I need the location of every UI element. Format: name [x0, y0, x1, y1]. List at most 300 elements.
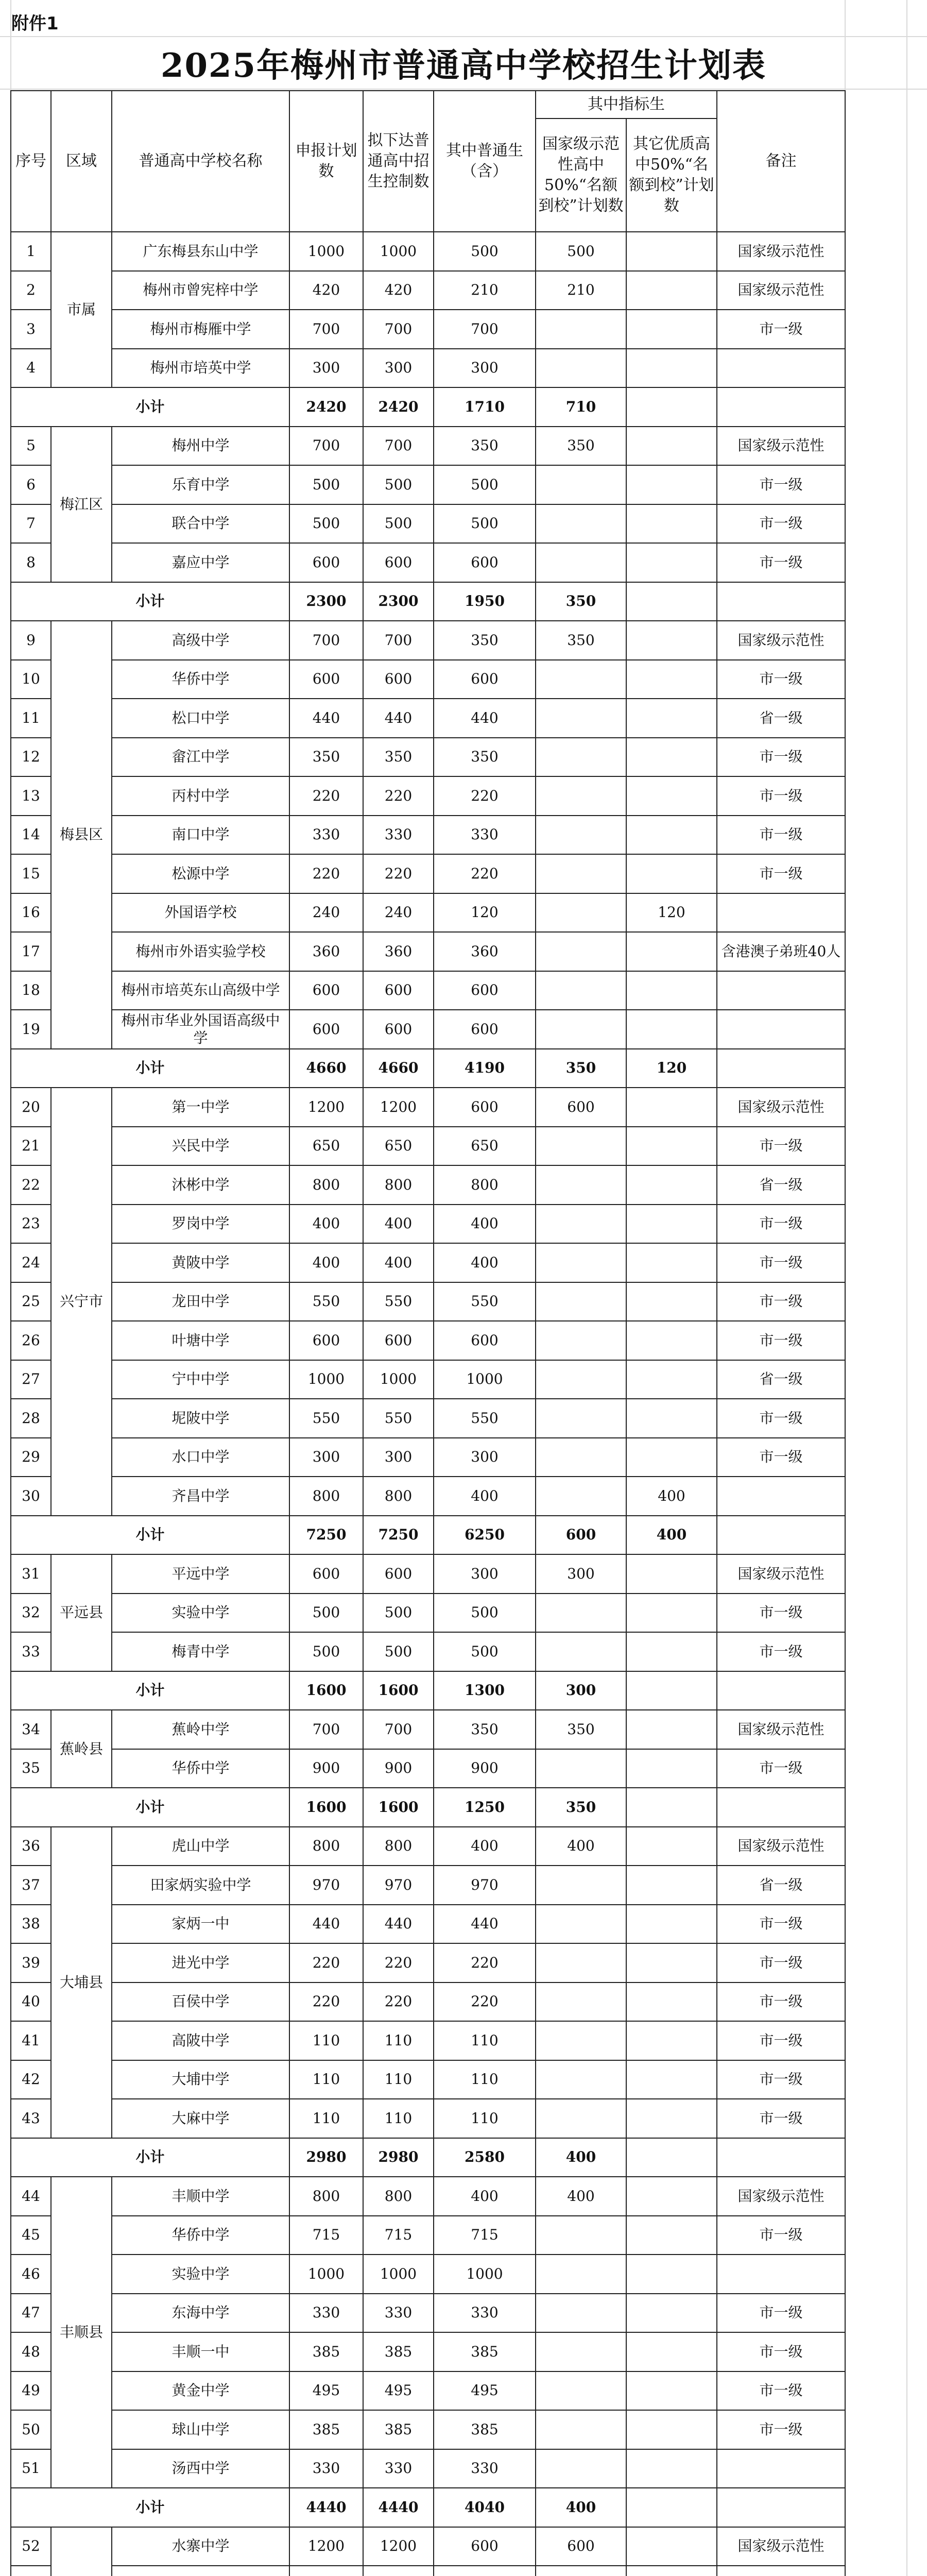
cell-other	[626, 2060, 717, 2099]
table-row	[11, 543, 845, 582]
cell-note	[717, 893, 845, 933]
cell-other	[626, 971, 717, 1010]
table-row	[11, 971, 845, 1010]
cell-school: 松源中学	[112, 854, 289, 893]
cell-control: 600	[363, 971, 434, 1010]
cell-seq: 9	[11, 621, 51, 660]
cell-control: 330	[363, 816, 434, 855]
cell-note: 市一级	[717, 854, 845, 893]
cell-national	[536, 1399, 626, 1438]
cell-school: 实验中学	[112, 1594, 289, 1633]
cell-control: 800	[363, 2177, 434, 2216]
cell-general: 600	[434, 2527, 536, 2566]
cell-note: 市一级	[717, 1399, 845, 1438]
cell-plan: 400	[289, 1205, 363, 1244]
cell-control: 550	[363, 1399, 434, 1438]
cell-general: 440	[434, 699, 536, 738]
cell-seq: 18	[11, 971, 51, 1010]
attachment-label: 附件1	[11, 13, 59, 34]
cell-school: 丙村中学	[112, 776, 289, 816]
cell-seq: 2	[11, 271, 51, 310]
cell-plan: 800	[289, 2177, 363, 2216]
cell-control: 700	[363, 1710, 434, 1749]
cell-school: 家炳一中	[112, 1905, 289, 1944]
cell-note: 省一级	[717, 699, 845, 738]
cell-control: 800	[363, 1827, 434, 1866]
cell-note: 市一级	[717, 1205, 845, 1244]
cell-note: 国家级示范性	[717, 1710, 845, 1749]
cell-other	[626, 465, 717, 504]
cell-seq: 16	[11, 893, 51, 933]
cell-control: 500	[363, 465, 434, 504]
cell-seq: 22	[11, 1165, 51, 1205]
cell-seq: 6	[11, 465, 51, 504]
cell-note	[717, 2255, 845, 2294]
table-row	[11, 1321, 845, 1360]
cell-national: 400	[536, 2177, 626, 2216]
cell-seq: 38	[11, 1905, 51, 1944]
cell-national	[536, 2410, 626, 2449]
cell-national	[536, 1905, 626, 1944]
cell-seq: 33	[11, 1632, 51, 1671]
cell-general: 600	[434, 1010, 536, 1049]
cell-general: 220	[434, 1982, 536, 2022]
cell-control: 360	[363, 932, 434, 971]
cell-plan: 300	[289, 349, 363, 388]
cell-note: 市一级	[717, 2060, 845, 2099]
table-row	[11, 1866, 845, 1905]
cell-school: 南口中学	[112, 816, 289, 855]
header-general: 其中普通生（含）	[434, 91, 536, 232]
cell-note: 市一级	[717, 2332, 845, 2371]
cell-general: 550	[434, 1399, 536, 1438]
cell-general: 550	[434, 1282, 536, 1321]
cell-note: 市一级	[717, 1243, 845, 1282]
header-note: 备注	[717, 91, 845, 232]
cell-national	[536, 1321, 626, 1360]
cell-general: 400	[434, 2177, 536, 2216]
cell-note: 市一级	[717, 2099, 845, 2138]
cell-plan: 350	[289, 738, 363, 777]
cell-note: 市一级	[717, 660, 845, 699]
cell-plan: 330	[289, 2294, 363, 2333]
subtotal-plan: 4440	[289, 2488, 363, 2527]
cell-region: 梅江区	[51, 427, 112, 582]
subtotal-plan: 7250	[289, 1516, 363, 1555]
cell-plan: 330	[289, 816, 363, 855]
cell-seq: 14	[11, 816, 51, 855]
cell-note: 省一级	[717, 1165, 845, 1205]
table-row	[11, 1749, 845, 1788]
cell-national	[536, 1282, 626, 1321]
cell-other	[626, 699, 717, 738]
cell-note: 市一级	[717, 1905, 845, 1944]
table-row	[11, 2371, 845, 2411]
cell-national: 300	[536, 1554, 626, 1594]
cell-school: 外国语学校	[112, 893, 289, 933]
cell-other	[626, 816, 717, 855]
cell-seq: 44	[11, 2177, 51, 2216]
subtotal-other	[626, 1788, 717, 1827]
enrollment-plan-table	[10, 90, 846, 2576]
cell-control: 800	[363, 1165, 434, 1205]
cell-national	[536, 854, 626, 893]
cell-plan: 500	[289, 1594, 363, 1633]
cell-note: 国家级示范性	[717, 271, 845, 310]
cell-seq: 30	[11, 1477, 51, 1516]
cell-general: 300	[434, 1438, 536, 1477]
cell-seq: 45	[11, 2216, 51, 2255]
cell-school: 球山中学	[112, 2410, 289, 2449]
cell-school: 联合中学	[112, 504, 289, 544]
cell-note	[717, 1010, 845, 1049]
subtotal-note	[717, 2138, 845, 2177]
cell-plan: 1000	[289, 1360, 363, 1399]
cell-control: 420	[363, 271, 434, 310]
cell-general: 600	[434, 660, 536, 699]
cell-plan: 360	[289, 932, 363, 971]
subtotal-control: 2980	[363, 2138, 434, 2177]
cell-other: 400	[626, 1477, 717, 1516]
table-row	[11, 1438, 845, 1477]
cell-note: 市一级	[717, 504, 845, 544]
table-row	[11, 699, 845, 738]
cell-note: 市一级	[717, 1632, 845, 1671]
table-row	[11, 1088, 845, 1127]
cell-control: 240	[363, 893, 434, 933]
cell-other	[626, 1399, 717, 1438]
subtotal-control: 2300	[363, 582, 434, 621]
cell-national	[536, 1943, 626, 1982]
subtotal-note	[717, 2488, 845, 2527]
cell-control: 550	[363, 1282, 434, 1321]
cell-control: 330	[363, 2294, 434, 2333]
table-row	[11, 1127, 845, 1166]
subtotal-row	[11, 1671, 845, 1710]
table-row	[11, 2216, 845, 2255]
cell-note: 省一级	[717, 1360, 845, 1399]
cell-national	[536, 2294, 626, 2333]
subtotal-other	[626, 387, 717, 427]
cell-other	[626, 2371, 717, 2411]
table-row	[11, 738, 845, 777]
subtotal-other	[626, 2138, 717, 2177]
subtotal-general: 6250	[434, 1516, 536, 1555]
subtotal-note	[717, 1671, 845, 1710]
cell-national	[536, 738, 626, 777]
cell-plan: 240	[289, 893, 363, 933]
cell-control: 600	[363, 1321, 434, 1360]
cell-national	[536, 2449, 626, 2488]
cell-seq: 51	[11, 2449, 51, 2488]
subtotal-national: 400	[536, 2138, 626, 2177]
cell-school: 高级中学	[112, 621, 289, 660]
cell-national	[536, 1632, 626, 1671]
cell-school: 丰顺中学	[112, 2177, 289, 2216]
cell-general: 600	[434, 543, 536, 582]
cell-national: 400	[536, 1827, 626, 1866]
cell-school: 龙田中学	[112, 1282, 289, 1321]
subtotal-note	[717, 582, 845, 621]
cell-national: 600	[536, 1088, 626, 1127]
cell-plan: 600	[289, 971, 363, 1010]
cell-control: 110	[363, 2099, 434, 2138]
subtotal-national: 350	[536, 1049, 626, 1088]
cell-control: 495	[363, 2371, 434, 2411]
gridline-horizontal	[0, 36, 927, 37]
cell-national	[536, 776, 626, 816]
cell-note: 市一级	[717, 1943, 845, 1982]
cell-seq: 7	[11, 504, 51, 544]
cell-national	[536, 971, 626, 1010]
cell-general: 495	[434, 2371, 536, 2411]
cell-other	[626, 1749, 717, 1788]
cell-note: 市一级	[717, 543, 845, 582]
cell-national	[536, 1749, 626, 1788]
cell-general: 110	[434, 2021, 536, 2060]
cell-national	[536, 2021, 626, 2060]
cell-other	[626, 932, 717, 971]
cell-school: 汤西中学	[112, 2449, 289, 2488]
cell-national	[536, 2216, 626, 2255]
cell-national	[536, 310, 626, 349]
table-row	[11, 1632, 845, 1671]
table-row	[11, 816, 845, 855]
cell-control: 1200	[363, 2527, 434, 2566]
cell-note: 国家级示范性	[717, 2527, 845, 2566]
page-title: 2025年梅州市普通高中学校招生计划表	[160, 46, 767, 85]
cell-other	[626, 310, 717, 349]
cell-other	[626, 349, 717, 388]
cell-other	[626, 1943, 717, 1982]
cell-school: 华侨中学	[112, 2216, 289, 2255]
cell-national: 350	[536, 621, 626, 660]
cell-plan: 1200	[289, 1088, 363, 1127]
table-row	[11, 2021, 845, 2060]
subtotal-other	[626, 1671, 717, 1710]
cell-other	[626, 2021, 717, 2060]
cell-school: 华侨中学	[112, 660, 289, 699]
cell-plan: 495	[289, 2371, 363, 2411]
cell-seq: 31	[11, 1554, 51, 1594]
cell-plan: 385	[289, 2410, 363, 2449]
cell-seq: 49	[11, 2371, 51, 2411]
cell-seq: 42	[11, 2060, 51, 2099]
table-row	[11, 1477, 845, 1516]
cell-plan: 220	[289, 1943, 363, 1982]
cell-other	[626, 1088, 717, 1127]
cell-school: 嘉应中学	[112, 543, 289, 582]
cell-general: 400	[434, 1827, 536, 1866]
cell-general: 970	[434, 1866, 536, 1905]
cell-control: 700	[363, 427, 434, 466]
cell-note: 国家级示范性	[717, 621, 845, 660]
table-row	[11, 1165, 845, 1205]
cell-seq: 35	[11, 1749, 51, 1788]
cell-school: 兴民中学	[112, 1127, 289, 1166]
cell-seq: 50	[11, 2410, 51, 2449]
table-body	[11, 232, 845, 2576]
cell-region: 蕉岭县	[51, 1710, 112, 1788]
subtotal-plan: 2980	[289, 2138, 363, 2177]
cell-school: 坭陂中学	[112, 1399, 289, 1438]
cell-school: 乐育中学	[112, 465, 289, 504]
cell-note: 市一级	[717, 1127, 845, 1166]
cell-seq: 29	[11, 1438, 51, 1477]
cell-other	[626, 2294, 717, 2333]
cell-general: 600	[434, 1321, 536, 1360]
cell-seq: 34	[11, 1710, 51, 1749]
cell-plan: 110	[289, 2099, 363, 2138]
cell-plan: 440	[289, 699, 363, 738]
cell-school: 高陂中学	[112, 2021, 289, 2060]
table-row	[11, 504, 845, 544]
cell-school: 虎山中学	[112, 1827, 289, 1866]
table-row	[11, 854, 845, 893]
cell-school: 梅青中学	[112, 1632, 289, 1671]
cell-seq: 47	[11, 2294, 51, 2333]
cell-control: 600	[363, 1010, 434, 1049]
cell-national	[536, 2060, 626, 2099]
cell-other: 120	[626, 893, 717, 933]
cell-school: 梅州市培英中学	[112, 349, 289, 388]
cell-note	[717, 1477, 845, 1516]
cell-general: 500	[434, 465, 536, 504]
cell-other	[626, 2332, 717, 2371]
cell-school: 畲江中学	[112, 738, 289, 777]
cell-other	[626, 1554, 717, 1594]
cell-school: 东海中学	[112, 2294, 289, 2333]
cell-school: 松口中学	[112, 699, 289, 738]
cell-plan: 650	[289, 1127, 363, 1166]
cell-seq: 12	[11, 738, 51, 777]
cell-other	[626, 2216, 717, 2255]
subtotal-general: 1250	[434, 1788, 536, 1827]
cell-school: 黄陂中学	[112, 1243, 289, 1282]
subtotal-label: 小计	[11, 1049, 289, 1088]
cell-seq: 15	[11, 854, 51, 893]
cell-seq: 41	[11, 2021, 51, 2060]
table-row	[11, 893, 845, 933]
cell-control: 600	[363, 543, 434, 582]
cell-general: 500	[434, 1632, 536, 1671]
cell-control: 700	[363, 621, 434, 660]
subtotal-plan: 1600	[289, 1671, 363, 1710]
cell-note: 市一级	[717, 1282, 845, 1321]
cell-general: 385	[434, 2332, 536, 2371]
cell-seq: 13	[11, 776, 51, 816]
table-row	[11, 1205, 845, 1244]
cell-note: 国家级示范性	[717, 2177, 845, 2216]
cell-seq: 39	[11, 1943, 51, 1982]
cell-plan: 900	[289, 1749, 363, 1788]
subtotal-control: 1600	[363, 1671, 434, 1710]
table-row	[11, 1554, 845, 1594]
cell-school: 平远中学	[112, 1554, 289, 1594]
cell-note: 国家级示范性	[717, 427, 845, 466]
table-row	[11, 349, 845, 388]
cell-plan: 1000	[289, 232, 363, 271]
table-row	[11, 1399, 845, 1438]
cell-other	[626, 2410, 717, 2449]
cell-national	[536, 2332, 626, 2371]
cell-note	[717, 349, 845, 388]
cell-seq: 21	[11, 1127, 51, 1166]
cell-national	[536, 1165, 626, 1205]
cell-school: 罗岗中学	[112, 1205, 289, 1244]
cell-note: 国家级示范性	[717, 1554, 845, 1594]
cell-control: 700	[363, 310, 434, 349]
cell-school: 丰顺一中	[112, 2332, 289, 2371]
cell-control: 385	[363, 2410, 434, 2449]
cell-school: 宁中中学	[112, 1360, 289, 1399]
cell-other	[626, 2449, 717, 2488]
cell-note: 国家级示范性	[717, 232, 845, 271]
subtotal-general: 4040	[434, 2488, 536, 2527]
cell-plan: 300	[289, 1438, 363, 1477]
cell-school: 梅州市外语实验学校	[112, 932, 289, 971]
subtotal-control: 1600	[363, 1788, 434, 1827]
cell-national	[536, 1127, 626, 1166]
cell-national	[536, 1477, 626, 1516]
cell-other	[626, 1982, 717, 2022]
cell-seq: 23	[11, 1205, 51, 1244]
cell-control: 330	[363, 2449, 434, 2488]
cell-other	[626, 738, 717, 777]
table-row	[11, 1360, 845, 1399]
cell-note: 市一级	[717, 1321, 845, 1360]
subtotal-control: 2420	[363, 387, 434, 427]
cell-seq: 28	[11, 1399, 51, 1438]
cell-region	[51, 2527, 112, 2576]
table-row	[11, 271, 845, 310]
subtotal-plan: 2420	[289, 387, 363, 427]
cell-control: 1000	[363, 232, 434, 271]
subtotal-general: 4190	[434, 1049, 536, 1088]
cell-general: 1000	[434, 2255, 536, 2294]
table-row	[11, 1010, 845, 1049]
cell-general: 1000	[434, 1360, 536, 1399]
cell-region: 平远县	[51, 1554, 112, 1671]
cell-region: 丰顺县	[51, 2177, 112, 2488]
gridline-horizontal	[0, 89, 927, 90]
cell-general: 900	[434, 1749, 536, 1788]
table-row	[11, 1243, 845, 1282]
cell-national	[536, 349, 626, 388]
cell-other	[626, 1710, 717, 1749]
subtotal-row	[11, 2488, 845, 2527]
cell-school: 大埔中学	[112, 2060, 289, 2099]
cell-note	[717, 971, 845, 1010]
cell-general: 500	[434, 1594, 536, 1633]
table-row	[11, 1905, 845, 1944]
cell-plan: 420	[289, 271, 363, 310]
cell-general: 500	[434, 504, 536, 544]
cell-seq: 19	[11, 1010, 51, 1049]
cell-general: 300	[434, 1554, 536, 1594]
subtotal-general: 1950	[434, 582, 536, 621]
table-row	[11, 2449, 845, 2488]
subtotal-other: 120	[626, 1049, 717, 1088]
cell-other	[626, 1632, 717, 1671]
cell-other	[626, 2177, 717, 2216]
cell-school: 蕉岭中学	[112, 1710, 289, 1749]
cell-control: 970	[363, 1866, 434, 1905]
cell-note: 市一级	[717, 1438, 845, 1477]
cell-note: 市一级	[717, 2021, 845, 2060]
subtotal-label: 小计	[11, 1788, 289, 1827]
subtotal-note	[717, 1049, 845, 1088]
